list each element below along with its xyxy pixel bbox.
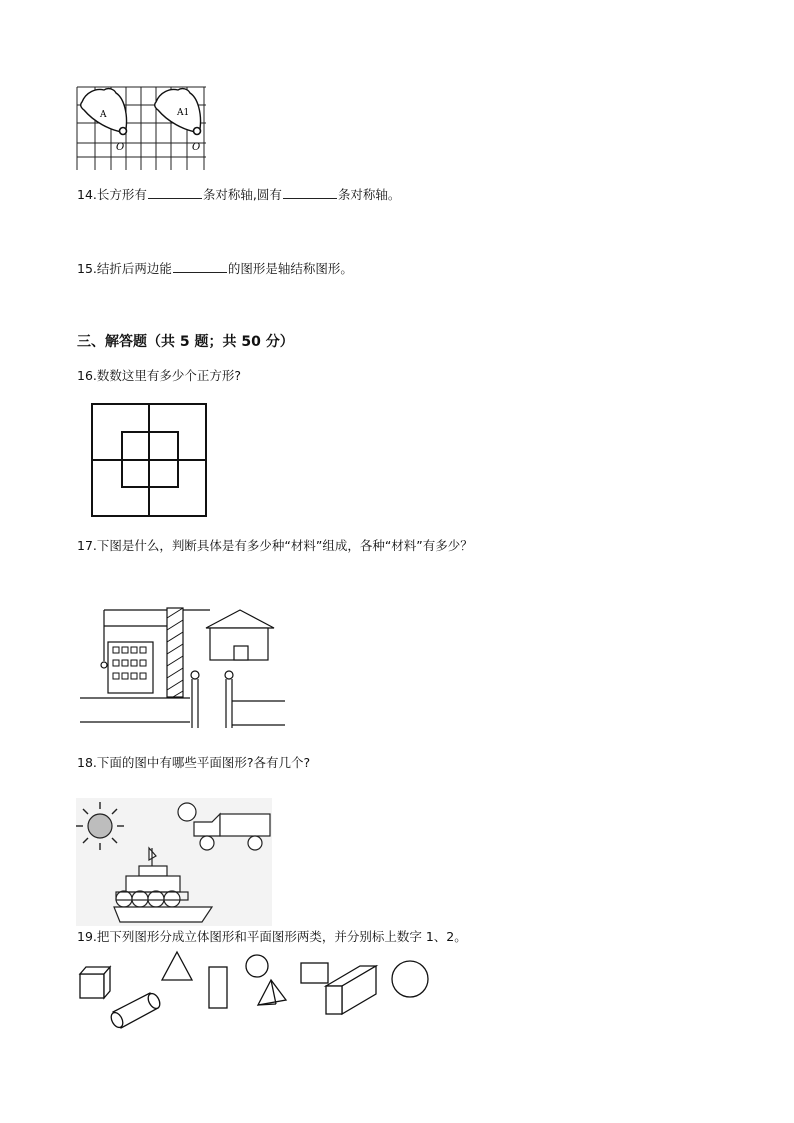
question-15-part1: 结折后两边能 (96, 261, 172, 276)
house-roof (206, 610, 274, 628)
answer-blank-14a[interactable] (148, 186, 202, 199)
figure-19-shapes (76, 950, 436, 1030)
tall-rectangle (209, 967, 227, 1008)
sun (88, 814, 112, 838)
figure-17-scene (80, 606, 290, 730)
question-18: 18.下面的图中有哪些平面图形?各有几个? (77, 755, 311, 770)
answer-blank-14b[interactable] (283, 186, 337, 199)
question-15 (77, 260, 353, 277)
figure-18-scene (76, 798, 272, 926)
large-circle (392, 961, 428, 997)
label-o-right: O (192, 142, 201, 153)
question-14 (77, 186, 400, 203)
question-14-part2: 条对称轴,圆有 (202, 187, 282, 202)
question-16: 16.数数这里有多少个正方形? (77, 368, 242, 383)
cylinder (109, 992, 162, 1030)
question-14-part3: 条对称轴。 (337, 187, 401, 202)
question-15-part2: 的图形是轴结称图形。 (227, 261, 353, 276)
cuboid (326, 966, 376, 1014)
question-15-number: 15. (77, 261, 97, 276)
label-a: A (100, 110, 107, 120)
label-o-left: O (116, 142, 125, 153)
small-circle (246, 955, 268, 977)
answer-blank-15[interactable] (173, 260, 227, 273)
question-17: 17.下图是什么，判断具体是有多少种“材料”组成，各种“材料”有多少？ (77, 538, 473, 553)
figure-13-grid-leaves (74, 84, 214, 174)
label-a1: A1 (177, 108, 190, 118)
figure-16-squares (91, 403, 209, 519)
cube (80, 967, 110, 998)
question-14-number: 14. (77, 187, 97, 202)
pyramid (258, 980, 286, 1005)
rectangle (301, 963, 328, 983)
triangle (162, 952, 192, 980)
section-3-heading: 三、解答题（共 5 题；共 50 分） (77, 334, 294, 350)
question-14-part1: 长方形有 (96, 187, 147, 202)
question-19: 19.把下列图形分成立体图形和平面图形两类，并分别标上数字 1、2。 (77, 929, 467, 944)
